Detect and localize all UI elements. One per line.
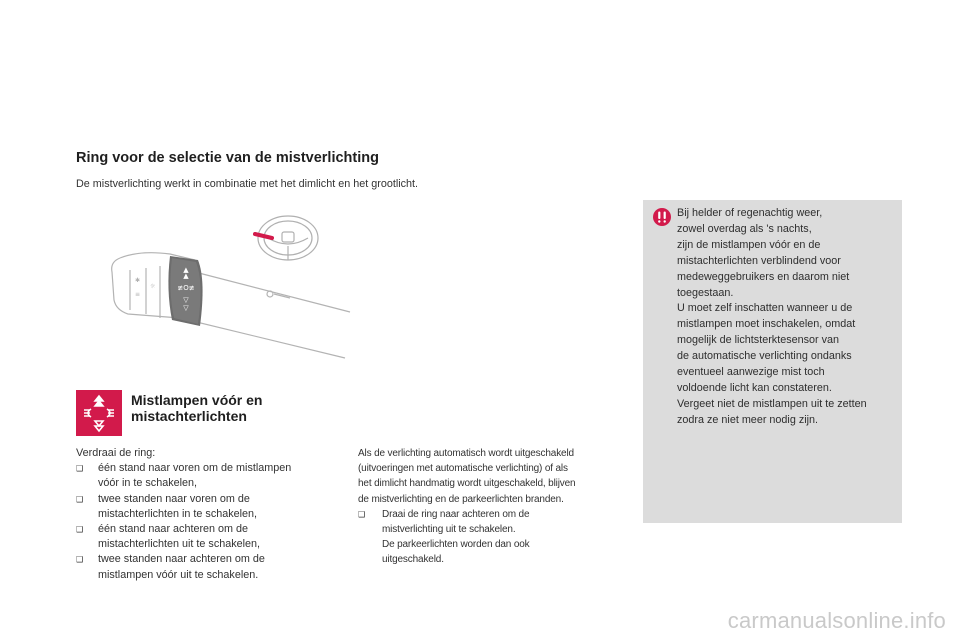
mid-line: de mistverlichting en de parkeerlichten branden. (358, 493, 564, 505)
warning-text (677, 206, 902, 429)
page-title: Ring voor de selectie van de mistverlichting (76, 150, 379, 166)
list-item (76, 461, 346, 491)
section-heading-line1: Mistlampen vóór en (131, 392, 263, 408)
bullet-line: uitgeschakeld. (382, 554, 444, 566)
fog-light-icon (76, 390, 122, 436)
bullet-icon: ❑ (76, 494, 84, 504)
warning-line: zijn de mistlampen vóór en de (677, 238, 821, 251)
watermark[interactable]: carmanualsonline.info (727, 608, 946, 633)
warning-box (643, 200, 902, 523)
warning-line: mistlampen moet inschakelen, omdat (677, 318, 856, 331)
list-item (358, 507, 628, 568)
bullet-line: De parkeerlichten worden dan ook (382, 539, 530, 551)
warning-line: zodra ze niet meer nodig zijn. (677, 413, 819, 426)
middle-column (358, 446, 628, 568)
warning-line: eventueel aanwezige mist toch (677, 366, 825, 379)
stalk-illustration (100, 210, 360, 360)
warning-line: voldoende licht kan constateren. (677, 381, 832, 394)
warning-exclamation-icon (653, 208, 671, 226)
intro-text: De mistverlichting werkt in combinatie met het dimlicht en het grootlicht. (76, 178, 419, 190)
mid-line: Als de verlichting automatisch wordt uitgeschakeld (358, 448, 574, 459)
bullet-line: twee standen naar voren om de (98, 492, 250, 505)
list-item (76, 522, 346, 552)
warning-line: mogelijk de lichtsterktesensor van (677, 334, 840, 347)
svg-text:▲: ▲ (183, 266, 189, 274)
mid-line: het dimlicht handmatig wordt uitgeschakeld, blijven (358, 478, 576, 490)
bullet-line: mistlampen vóór uit te schakelen. (98, 568, 259, 581)
warning-line: mistachterlichten verblindend voor (677, 254, 841, 267)
bullet-icon: ❑ (358, 509, 366, 519)
bullet-line: één stand naar achteren om de (98, 523, 249, 536)
left-lead: Verdraai de ring: (76, 447, 156, 459)
warning-line: medeweggebruikers en daarom niet (677, 270, 850, 283)
bullet-line: Draai de ring naar achteren om de (382, 508, 530, 520)
warning-line: de automatische verlichting ondanks (677, 350, 852, 363)
svg-text:≢O≢: ≢O≢ (177, 284, 195, 292)
section-heading-line2: mistachterlichten (131, 408, 247, 424)
warning-line: U moet zelf inschatten wanneer u de (677, 302, 853, 315)
bullet-line: mistverlichting uit te schakelen. (382, 524, 516, 536)
warning-line: toegestaan. (677, 286, 734, 299)
bullet-line: één stand naar voren om de mistlampen (98, 462, 292, 475)
svg-text:▽: ▽ (183, 296, 189, 304)
svg-text:≡: ≡ (135, 291, 141, 298)
bullet-line: vóór in te schakelen, (98, 477, 198, 490)
svg-text:▲: ▲ (183, 272, 189, 280)
list-item (76, 492, 346, 522)
bullet-line: twee standen naar achteren om de (98, 553, 265, 566)
left-column (76, 446, 346, 583)
bullet-line: mistachterlichten uit te schakelen, (98, 538, 261, 551)
svg-text:▽: ▽ (183, 304, 189, 312)
warning-line: zowel overdag als 's nachts, (677, 222, 812, 235)
bullet-icon: ❑ (76, 555, 84, 565)
list-item (76, 552, 346, 582)
svg-text:✱: ✱ (135, 277, 141, 284)
warning-line: Bij helder of regenachtig weer, (677, 207, 823, 219)
section-heading (131, 392, 331, 424)
warning-line: Vergeet niet de mistlampen uit te zetten (677, 397, 867, 410)
bullet-line: mistachterlichten in te schakelen, (98, 507, 258, 520)
bullet-icon: ❑ (76, 525, 84, 535)
mid-line: (uitvoeringen met automatische verlichting) of als (358, 463, 568, 475)
svg-text:☼: ☼ (150, 283, 156, 290)
bullet-icon: ❑ (76, 464, 84, 474)
